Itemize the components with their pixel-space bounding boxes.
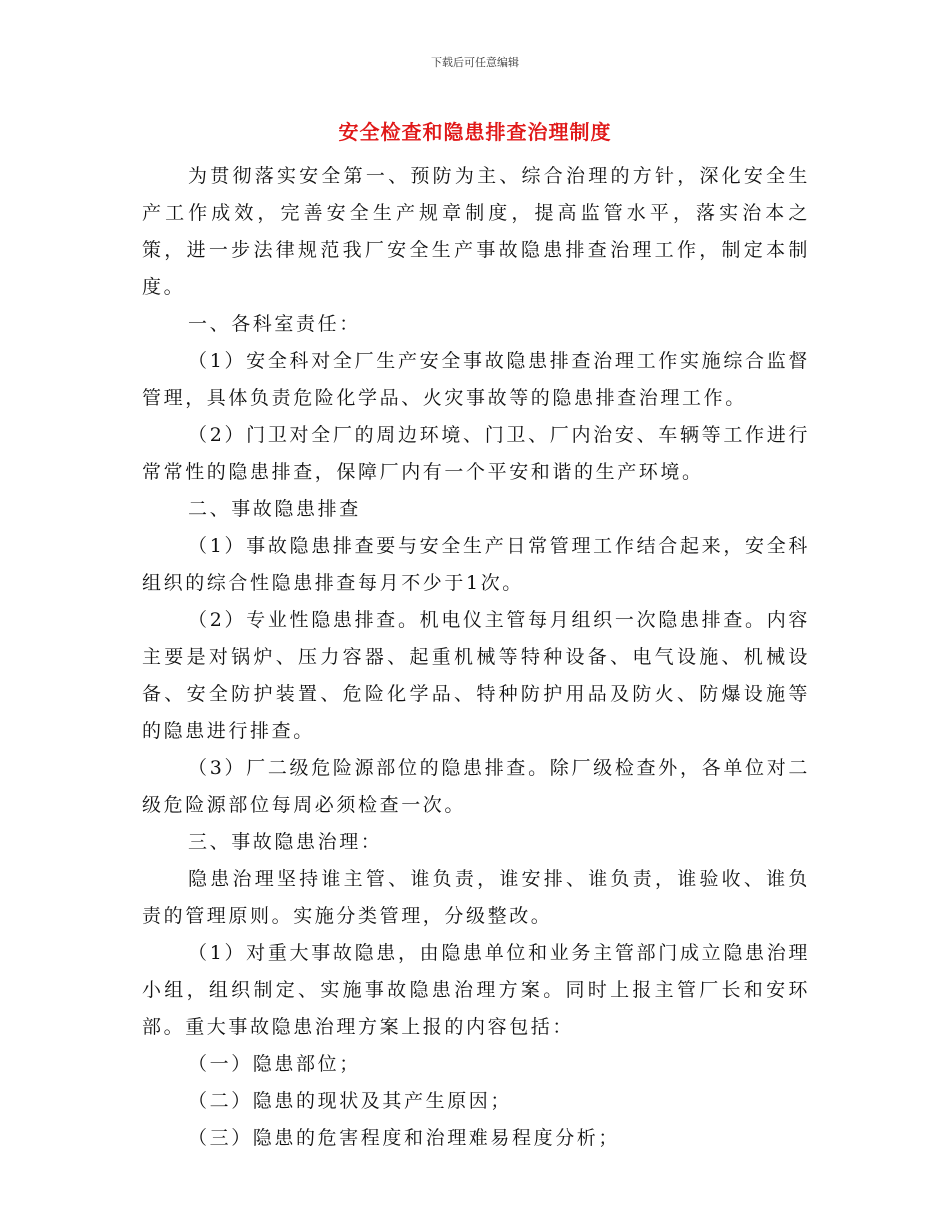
report-content-item-1: （一）隐患部位； [188,1053,361,1075]
page-header-note: 下载后可任意编辑 [431,56,519,69]
section-3-item-1: （1）对重大事故隐患，由隐患单位和业务主管部门成立隐患治理小组，组织制定、实施事故隐患治理方案。同时上报主管厂长和安环部。重大事故隐患治理方案上报的内容包括： [142,942,810,1038]
section-1-item-2: （2）门卫对全厂的周边环境、门卫、厂内治安、车辆等工作进行常常性的隐患排查，保障厂内有一个平安和谐的生产环境。 [142,424,810,483]
section-2-item-2: （2）专业性隐患排查。机电仪主管每月组织一次隐患排查。内容主要是对锅炉、压力容器、起重机械等特种设备、电气设施、机械设备、安全防护装置、危险化学品、特种防护用品及防火、防爆设施等的隐患进行排查。 [142,609,810,742]
report-content-item-3: （三）隐患的危害程度和治理难易程度分析； [188,1127,621,1149]
intro-paragraph: 为贯彻落实安全第一、预防为主、综合治理的方针，深化安全生产工作成效，完善安全生产规章制度，提高监管水平，落实治本之策，进一步法律规范我厂安全生产事故隐患排查治理工作，制定本制度。 [142,165,810,298]
section-heading-2: 二、事故隐患排查 [188,498,361,520]
section-3-principle: 隐患治理坚持谁主管、谁负责，谁安排、谁负责，谁验收、谁负责的管理原则。实施分类管理，分级整改。 [142,868,810,927]
report-content-item-2: （二）隐患的现状及其产生原因； [188,1090,513,1112]
section-2-item-3: （3）厂二级危险源部位的隐患排查。除厂级检查外，各单位对二级危险源部位每周必须检查一次。 [142,757,810,816]
document-body [142,158,810,1157]
section-2-item-1: （1）事故隐患排查要与安全生产日常管理工作结合起来，安全科组织的综合性隐患排查每月不少于1次。 [142,535,810,594]
document-title: 安全检查和隐患排查治理制度 [338,120,612,144]
section-1-item-1: （1）安全科对全厂生产安全事故隐患排查治理工作实施综合监督管理，具体负责危险化学品、火灾事故等的隐患排查治理工作。 [142,350,810,409]
section-heading-1: 一、各科室责任： [188,313,361,335]
section-heading-3: 三、事故隐患治理： [188,831,383,853]
